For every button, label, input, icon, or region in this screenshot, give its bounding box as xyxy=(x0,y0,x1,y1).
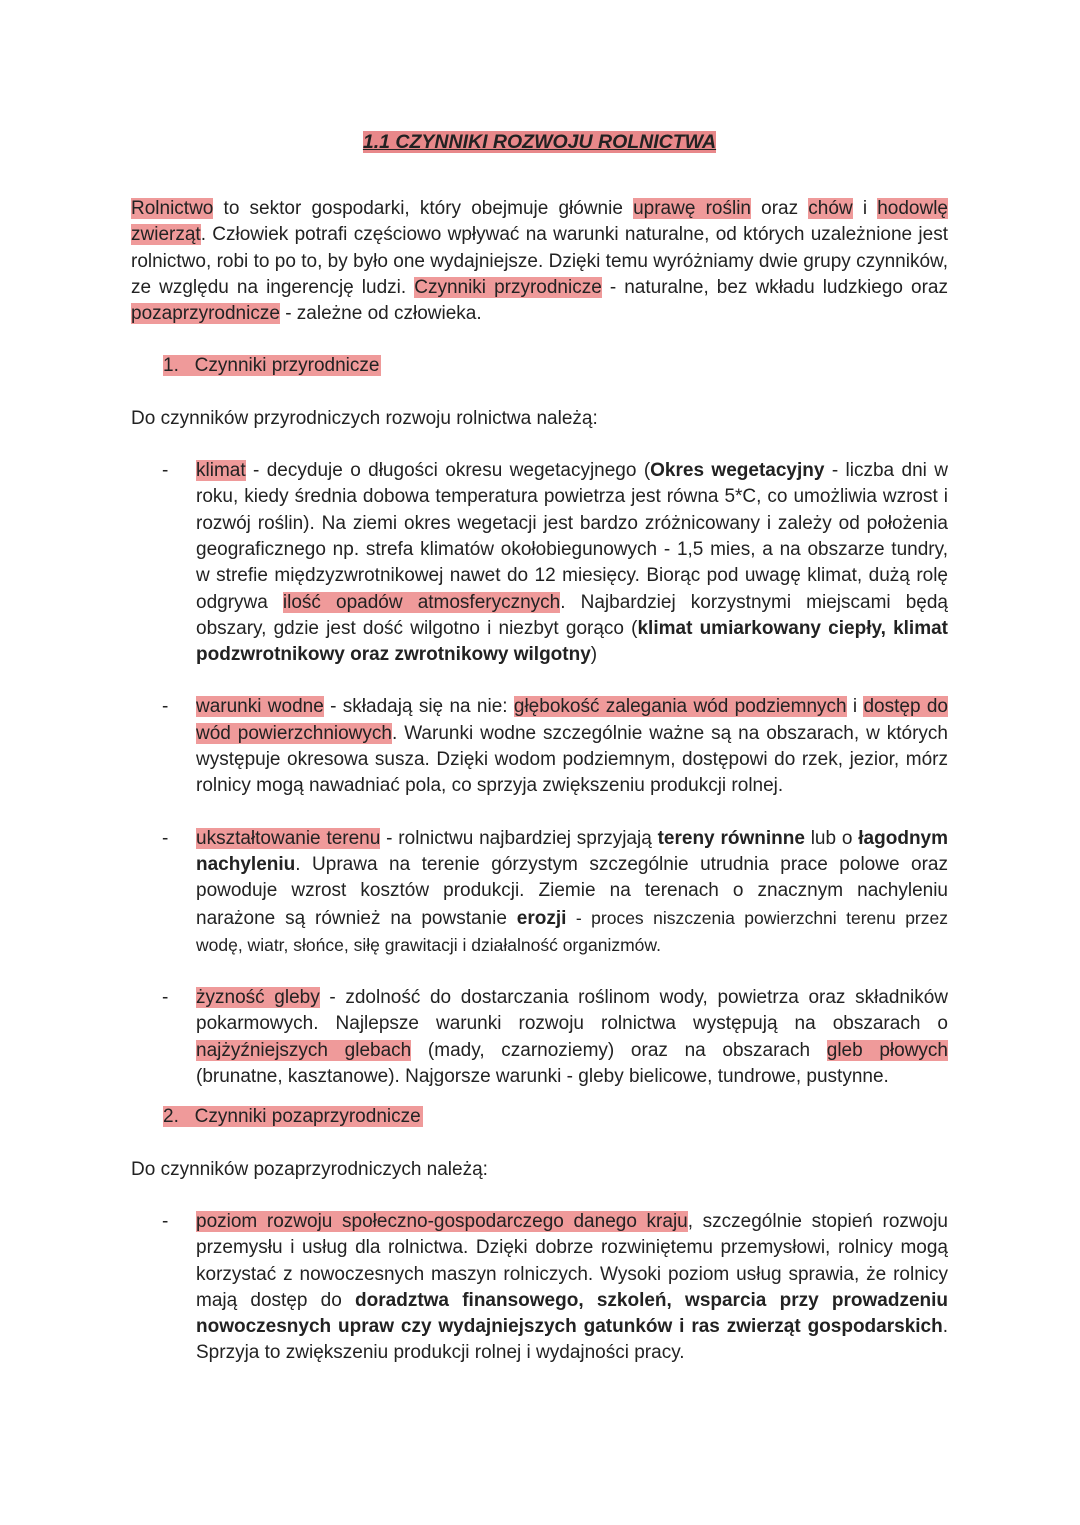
item-text: lub o xyxy=(804,827,859,849)
bullet-dash: - xyxy=(162,1210,169,1232)
bold-term: Okres wegetacyjny xyxy=(650,460,825,482)
document-page xyxy=(131,128,948,1393)
item-text: - składają się na nie: xyxy=(323,696,514,718)
section-heading-1 xyxy=(163,353,948,379)
natural-factors-list xyxy=(131,458,948,1090)
bullet-dash: - xyxy=(162,696,169,718)
bullet-dash: - xyxy=(162,460,169,482)
section-2-lead: Do czynników pozaprzyrodniczych należą: xyxy=(131,1158,488,1180)
term-wody-powierzchniowe: dostęp do wód powierzchniowych xyxy=(196,696,948,744)
item-text: . Najbardziej korzystnymi miejscami będą obszary, gdzie jest dość wilgotno i niezbyt gorąco ( xyxy=(196,591,948,639)
item-text: ) xyxy=(590,644,598,666)
item-text: - decyduje o długości okresu wegetacyjnego ( xyxy=(245,460,651,482)
bold-term: tereny równinne xyxy=(657,827,805,849)
term-najzyzniejsze-gleby: najżyźniejszych glebach xyxy=(196,1039,412,1061)
item-text: - liczba dni w roku, kiedy średnia dobowa temperatura powietrza jest równa 5*C, co umożliwia wzrost i rozwój roślin). Na ziemi okres wegetacji jest bardzo zróżnicowany i zależy od położenia geograficznego np. strefa klimatów okołobiegunowych - 1,5 mies, a na obszarze tundry, w strefie międzyzwrotnikowej nawet do 12 miesięcy. Biorąc pod uwagę klimat, dużą rolę odgrywa xyxy=(196,460,948,613)
intro-text: - naturalne, bez wkładu ludzkiego oraz xyxy=(601,276,948,298)
term-zyznosc-gleby: żyzność gleby xyxy=(196,987,320,1009)
term-hodowla: hodowlę zwierząt xyxy=(131,198,948,246)
list-item-poziom-rozwoju xyxy=(131,1209,948,1367)
item-text: - proces niszczenia powierzchni terenu przez wodę, wiatr, słońce, siłę grawitacji i działalność organizmów. xyxy=(196,907,948,955)
item-text: (mady, czarnoziemy) oraz na obszarach xyxy=(411,1039,827,1061)
page-title-text: 1.1 CZYNNIKI ROZWOJU ROLNICTWA xyxy=(362,131,717,153)
bold-term: klimat umiarkowany ciepły, klimat podzwrotnikowy oraz zwrotnikowy wilgotny xyxy=(196,617,948,666)
item-text: - zdolność do dostarczania roślinom wody, powietrza oraz składników pokarmowych. Najlepsze warunki rozwoju rolnictwa występują na obszarach o xyxy=(196,987,948,1035)
term-opady: ilość opadów atmosferycznych xyxy=(282,591,561,613)
item-text: , szczególnie stopień rozwoju przemysłu i usług dla rolnictwa. Dzięki dobrze rozwiniętemu przemysłowi, rolnicy mogą korzystać z nowoczesnych maszyn rolniczych. Wysoki poziom usług sprawia, że rolnicy mają dostęp do xyxy=(196,1210,948,1311)
intro-text: to sektor gospodarki, który obejmuje głównie xyxy=(213,198,634,219)
section-heading-2 xyxy=(163,1104,948,1130)
item-text: i xyxy=(846,696,864,718)
list-item-warunki-wodne xyxy=(131,694,948,799)
section-1-lead: Do czynników przyrodniczych rozwoju rolnictwa należą: xyxy=(131,407,598,429)
term-klimat: klimat xyxy=(196,460,246,482)
item-text: - rolnictwu najbardziej sprzyjają xyxy=(380,827,658,849)
intro-text: oraz xyxy=(750,198,809,219)
term-czynniki-przyrodnicze: Czynniki przyrodnicze xyxy=(414,276,602,298)
bullet-dash: - xyxy=(162,987,169,1009)
term-warunki-wodne: warunki wodne xyxy=(196,696,324,718)
term-uksztaltowanie: ukształtowanie terenu xyxy=(196,827,381,849)
item-text: . Uprawa na terenie górzystym szczególnie utrudnia prace polowe oraz powoduje wzrost kosztów produkcji. Ziemie na terenach o znacznym nachyleniu narażone są również na powstanie xyxy=(196,853,948,929)
term-wody-podziemne: głębokość zalegania wód podziemnych xyxy=(513,696,847,718)
bold-term: łagodnym nachyleniu xyxy=(196,827,949,875)
intro-text: i xyxy=(852,198,878,219)
bullet-dash: - xyxy=(162,827,169,849)
intro-text: . Człowiek potrafi częściowo wpływać na warunki naturalne, od których uzależnione jest rolnictwo, robi to po to, by było one wydajniejsze. Dzięki temu wyróżniamy dwie grupy czynników, ze względu na ingerencję ludzi. xyxy=(131,224,948,298)
item-text: . Sprzyja to zwiększeniu produkcji rolnej i wydajności pracy. xyxy=(196,1316,948,1364)
list-item-gleba xyxy=(131,985,948,1090)
item-text: . Warunki wodne szczególnie ważne są na obszarach, w których występuje okresowa susza. Dzięki wodom podziemnym, dostępowi do rzek, jezior, mórz rolnicy mogą nawadniać pola, co sprzyja zwiększeniu produkcji rolnej. xyxy=(196,722,948,797)
bold-term: doradztwa finansowego, szkoleń, wsparcia przy prowadzeniu nowoczesnych upraw czy wydajniejszych gatunków i ras zwierząt gospodarskich xyxy=(196,1289,949,1338)
term-poziom-rozwoju: poziom rozwoju społeczno-gospodarczego danego kraju xyxy=(196,1210,688,1232)
list-item-uksztaltowanie xyxy=(131,826,948,959)
section-heading-2-text: 2. Czynniki pozaprzyrodnicze xyxy=(163,1106,421,1128)
nonnatural-factors-list xyxy=(131,1209,948,1367)
term-uprawa: uprawę roślin xyxy=(633,198,751,219)
term-chow: chów xyxy=(808,198,853,219)
term-pozaprzyrodnicze: pozaprzyrodnicze xyxy=(131,303,280,325)
section-heading-1-text: 1. Czynniki przyrodnicze xyxy=(163,355,380,377)
page-title xyxy=(131,128,948,156)
item-text: (brunatne, kasztanowe). Najgorsze warunki - gleby bielicowe, tundrowe, pustynne. xyxy=(196,1066,889,1088)
list-item-klimat xyxy=(131,458,948,668)
intro-paragraph xyxy=(131,196,948,327)
term-gleby-plowe: gleb płowych xyxy=(826,1039,948,1061)
term-rolnictwo: Rolnictwo xyxy=(131,198,214,219)
intro-text: - zależne od człowieka. xyxy=(279,303,482,325)
bold-term: erozji xyxy=(516,907,567,929)
